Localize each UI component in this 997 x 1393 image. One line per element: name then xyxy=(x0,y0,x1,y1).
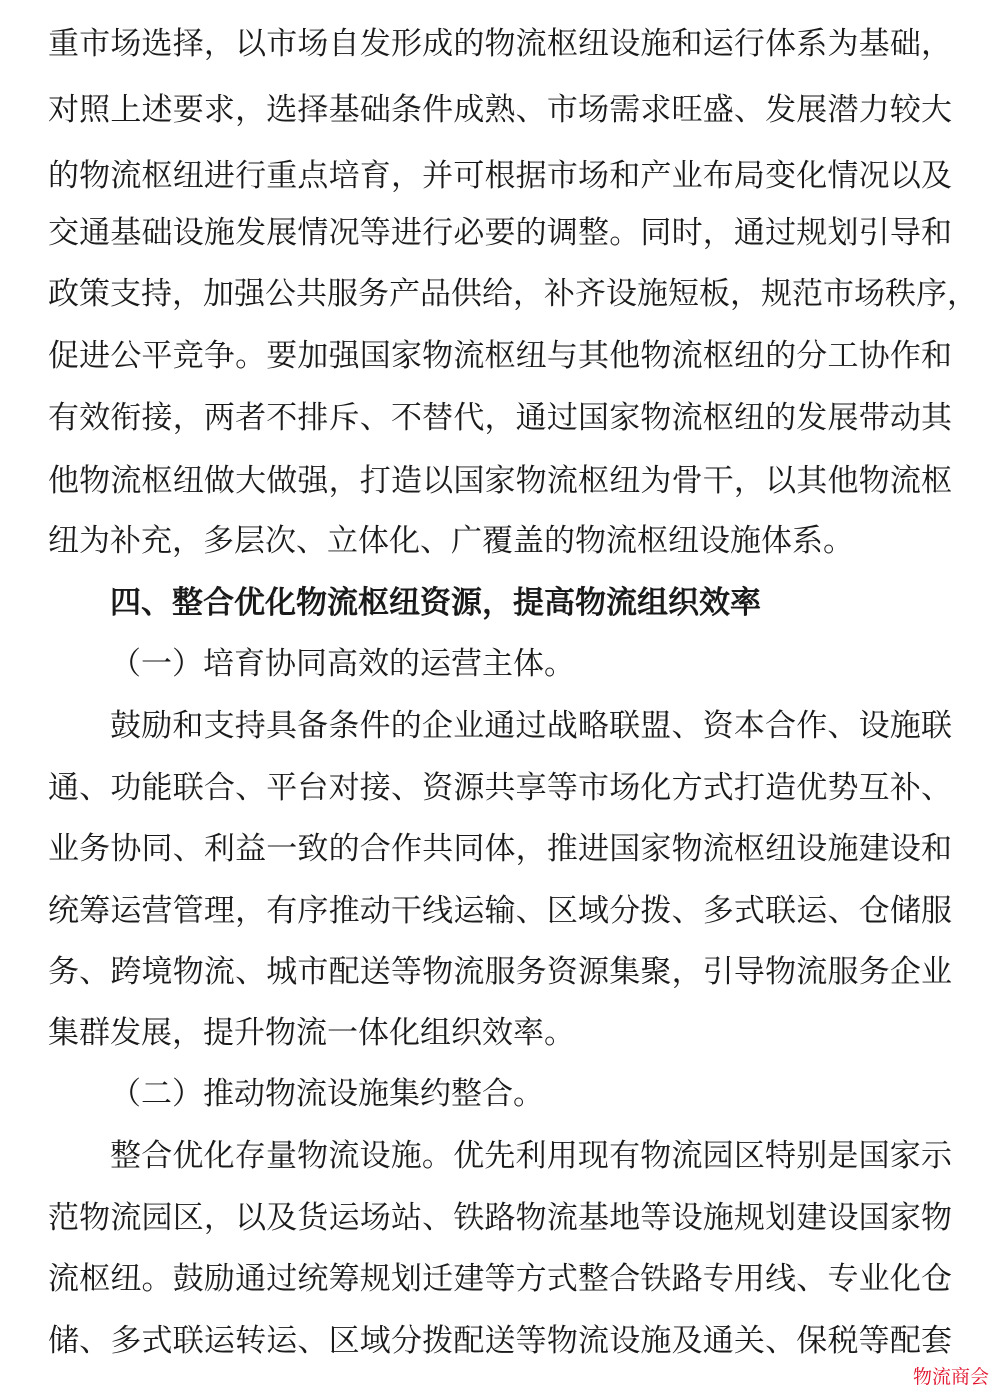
text-line-3: 的物流枢纽进行重点培育，并可根据市场和产业布局变化情况以及 xyxy=(48,158,952,194)
paragraph-end-line: 集群发展，提升物流一体化组织效率。 xyxy=(48,1015,575,1051)
text-line-15: 统筹运营管理，有序推动干线运输、区域分拨、多式联运、仓储服 xyxy=(48,893,952,929)
text-line-2: 对照上述要求，选择基础条件成熟、市场需求旺盛、发展潜力较大 xyxy=(48,92,952,128)
text-line-16: 务、跨境物流、城市配送等物流服务资源集聚，引导物流服务企业 xyxy=(48,954,952,990)
text-line-21: 流枢纽。鼓励通过统筹规划迁建等方式整合铁路专用线、专业化仓 xyxy=(48,1261,952,1297)
watermark-label: 物流商会 xyxy=(912,1366,989,1388)
section-heading: 四、整合优化物流枢纽资源，提高物流组织效率 xyxy=(110,585,761,621)
subsection-heading-2: （二）推动物流设施集约整合。 xyxy=(110,1076,544,1112)
paragraph-end-line: 纽为补充，多层次、立体化、广覆盖的物流枢纽设施体系。 xyxy=(48,523,854,559)
text-line-4: 交通基础设施发展情况等进行必要的调整。同时，通过规划引导和 xyxy=(48,215,952,251)
text-line-19: 整合优化存量物流设施。优先利用现有物流园区特别是国家示 xyxy=(110,1138,952,1174)
text-line-6: 促进公平竞争。要加强国家物流枢纽与其他物流枢纽的分工协作和 xyxy=(48,338,952,374)
text-line-22: 储、多式联运转运、区域分拨配送等物流设施及通关、保税等配套 xyxy=(48,1323,952,1359)
text-line-7: 有效衔接，两者不排斥、不替代，通过国家物流枢纽的发展带动其 xyxy=(48,400,952,436)
text-line-8: 他物流枢纽做大做强，打造以国家物流枢纽为骨干，以其他物流枢 xyxy=(48,463,952,499)
text-line-13: 通、功能联合、平台对接、资源共享等市场化方式打造优势互补、 xyxy=(48,770,952,806)
text-line-12: 鼓励和支持具备条件的企业通过战略联盟、资本合作、设施联 xyxy=(110,708,952,744)
text-line-20: 范物流园区，以及货运场站、铁路物流基地等设施规划建设国家物 xyxy=(48,1200,952,1236)
text-line-5: 政策支持，加强公共服务产品供给，补齐设施短板，规范市场秩序， xyxy=(48,276,978,312)
text-line-1: 重市场选择，以市场自发形成的物流枢纽设施和运行体系为基础， xyxy=(48,26,952,62)
subsection-heading-1: （一）培育协同高效的运营主体。 xyxy=(110,646,575,682)
text-line-14: 业务协同、利益一致的合作共同体，推进国家物流枢纽设施建设和 xyxy=(48,831,952,867)
